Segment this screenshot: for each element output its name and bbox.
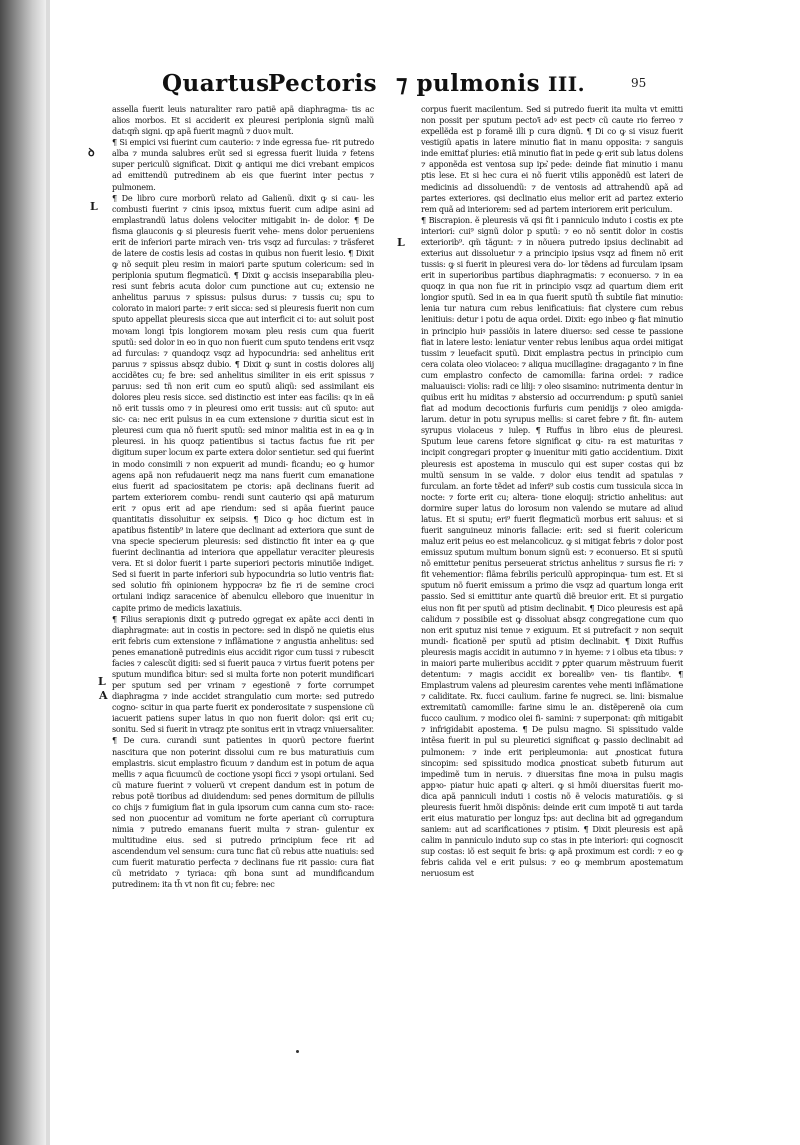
right-paragraph-1: corpus fuerit macilentum. Sed si putredo fuerit ita multa vt emitti non possit per sputum pectoꝛ̃ adꝰ est pectꝰ cũ caute rio ferreo ⁊ expellẽda est p foramẽ illi p cura dignũ. ¶ Di co ꝙ si visuz fuerit vestigiũ apatis in latere minutio fiat in manu opposita: ⁊ sanguis inde emittaƭ pluries: etiã minutio fiat in pede ꝙ erit sub latus dolens ⁊ apponẽda est ventosa sup ips͛ pede: deinde fiat minutio i manu ptis lese. Et si hec cura ei nõ fuerit vtilis apponẽdũ est lateri de medicinis ad dissoluendũ: ⁊ de ventosis ad attrahendũ apã ad partes exteriores. qsi declinatio eius melior erit ad partez exterio rem quã ad interiorem: sed ad partem interiorem erit periculum. [421, 104, 683, 214]
right-paragraph-2: ¶ Biscrapion. ẽ pleuresis vã qsi fit i panniculo induto i costis ex pte interiori: cui⁹ signũ dolor p sputũ: ⁊ eo nõ sentit dolor in costis exteriorib⁹. qm̃ tãgunt: ⁊ in nõuera putredo ipsius declinabit ad exterius aut dissoluetur ⁊ a principio ipsius vsqz ad finem nõ erit tussis: ꝙ si fuerit in pleuresi vera do- lor tẽdens ad furculam ipsam erit in superioribus partibus diaphragmatis: ⁊ econuerso. ⁊ in ea quoqz in qua non fue rit in principio vsqz ad quartum diem erit longior sputũ. Sed in ea in qua fuerit sputũ th̃ subtile fiat minutio: lenia tur natura cum rebus lenificatiuis: fiat clystere cum rebus lenitiuis: detur i potu de aqua ordei. Dixit: ego inbeo ꝙ fiat minutio in principio huiꝰ passiõis in latere diuerso: sed cesse te passione fiat in latere lesto: leniatur venter rebus lenibus aqua ordei mitigat tussim ⁊ leuefacit sputũ. Dixit emplastra pectus in principio cum cera colata oleo violaceo: ⁊ aliqua mucillagine: dragaganto ⁊ in fine cum emplastro confecto de camomilla: farina ordei: ⁊ radice maluauisci: violis: radi ce lilij: ⁊ oleo sisamino: nutrimenta dentur in quibus erit hu miditas ⁊ abstersio ad occurrendum: ꝑ sputũ saniei fiat ad modum decoctionis furfuris cum penidijs ⁊ oleo amigda- larum. detur in potu syrupus mellis: si caret febre ⁊ fit. fin- autem syrupus violaceus ⁊ iulep. ¶ Ruffus in libro eius de pleuresi. Sputum leue carens fetore significat ꝙ citu- ra est maturitas ⁊ incipit congregari propter ꝙ inuenitur miti gatio accidentium. Dixit pleuresis est apostema in musculo qui est super costas qui bz multũ sensum in se valde. ⁊ dolor eius tendit ad spatulas ⁊ furculam. an forte tẽdet ad inferi⁹ sub costis cum tussicula sicca in nocte: ⁊ forte erit cu; altera- tione eloquij: strictio anhelitus: aut dormire super latus do lorosum non valendo se mutare ad aliud latus. Et si sputu; eri⁹ fuerit flegmaticũ morbus erit saluus: et si fuerit sanguineuz minoris fallacie: erit: sed si fuerit colericum maluz erit peius eo est melancolicuz. ꝙ si mitigat febris ⁊ dolor post emissuz sputum multum bonum signũ est: ⁊ econuerso. Et si sputũ nõ emittetur penitus perseuerat strictus anhelitus ⁊ sursus fie ri: ⁊ fit vehementior: flãma febrilis periculũ appropinqua- tum est. Et si sputum nõ fuerit emissum a primo die vsqz ad quartum longa erit passio. Sed si emittitur ante quartũ diẽ breuior erit. Et si purgatio eius non fit per sputũ ad ptisim declinabit. ¶ Dico pleuresis est apã calidum ⁊ possibile est ꝙ dissoluat absqz congregatione cum quo non erit sputuz nisi tenue ⁊ exiguum. Et si putrefacit ⁊ non sequit mundi- ficationẽ per sputũ ad ptisim declinabit. ¶ Dixit Ruffus pleuresis magis accidit in autumno ⁊ in hyeme: ⁊ i olbus eta tibus: ⁊ in maiori parte mulieribus accidit ⁊ ꝑpter quarum mẽstruum fuerit detentum: ⁊ magis accidit ex borealibꝰ ven- tis flantibꝰ. ¶ Emplastrum valens ad pleuresim carentes vehe menti inflãmatione ⁊ caliditate. Rx. fucci caulium. farine fe nugreci. se. lini: bismalue extremitatũ camomille: farine simu le an. distẽperenẽ oia cum fucco caulium. ⁊ modico olei fi- samini: ⁊ superponat: qm̃ mitigabit ⁊ infrigidabit apostema. ¶ De pulsu magno. Si spissitudo valde intẽsa fuerit in pul su pleuretici significat ꝙ passio declinabit ad pulmonem: ⁊ inde erit peripleumonia: aut ꝓnosticat futura sincopim: sed spissitudo modica ꝓnosticat subetb futurum aut impedimẽ tum in neruis. ⁊ diuersitas fine moꝛa in pulsu magis appꝛo- piatur huic apati ꝙ alteri. ꝙ si hmõi diuersitas fuerit mo- dica apã panniculi induti i costis nõ ẽ velocis maturatiõis. ꝙ si pleuresis fuerit hmõi dispõnis: deinde erit cum impotẽ ti aut tarda erit eius maturatio per longuz ṫps: aut declina bit ad ꝯgregandum saniem: aut ad scarificationes ⁊ ptisim. ¶ Dixit pleuresis est apã calim in panniculo induto sup co stas in pte interiori: qui cognoscit sup costas: iõ est sequit fe bris: ꝙ apã proximum est cordi: ⁊ eo ꝙ febris calida vel e erit pulsus: ⁊ eo ꝙ membrum apostematum neruosum est [421, 214, 683, 879]
left-paragraph-1: assella fuerit leuis naturaliter raro patiẽ apã diaphragma- tis ac alios morbos. Et si acciderit ex pleuresi periplonia signũ malũ dat:qm̃ signi. qp apã fuerit magnũ ⁊ duoꝛ mult. [112, 104, 374, 137]
left-paragraph-4: ¶ Filius serapionis dixit ꝙ putredo ꝯgregat ex apãte acci denti in diaphragmate: aut in costis in pectore: sed in dispõ ne quietis eius erit febris cum extensione ⁊ inflãmatione ⁊ angustia anhelitus: sed penes emanationẽ putredinis eius accidit rigor cum tussi ⁊ rubescit facies ⁊ calescũt digiti: sed si fuerit pauca ⁊ virtus fuerit potens per sputum mundifica bitur: sed si multa forte non poterit mundificari per sputum sed per vrinam ⁊ egestionẽ ⁊ forte corrumpet diaphragma ⁊ inde accidet strangulatio cum morte: sed putredo cogno- scitur in qua parte fuerit ex ponderositate ⁊ suspensione cũ iacuerit patiens super latus in quo non fuerit dolor: qsi erit cu; sonitu. Sed si fuerit in vtraqz pte sonitus erit in vtraqz vniuersaliter. ¶ De cura. curandi sunt patientes in quorũ pectore fuerint nascitura que non poterint dissolui cum re bus maturatiuis cum emplastris. sicut emplastro ficuum ⁊ dandum est in potum de aqua mellis ⁊ aqua ficuumcũ de coctione ysopi ficci ⁊ ysopi ortulani. Sed cũ mature fuerint ⁊ voluerũ vt crepent dandum est in potum de rebus potẽ tioribus ad diuidendum: sed penes dormitum de pillulis co chijs ⁊ fumigium fiat in gula ipsorum cum canna cum sto- race: sed non ꝓuocentur ad vomitum ne forte aperiant cũ corruptura nimia ⁊ putredo emanans fuerit multa ⁊ stran- gulentur ex multitudine eius. sed si putredo principium fece rit ad ascendendum vel sensum: cura tunc fiat cũ rebus atte nuatiuis: sed cum fuerit maturatio perfecta ⁊ declinans fue rit passio: cura fiat cũ metridato ⁊ tyriaca: qm̃ bona sunt ad mundificandum putredinem: ita th̃ vt non fit cu; febre: nec [112, 613, 374, 890]
margin-note-1: ꝺ [88, 146, 95, 159]
margin-note-4: L [98, 675, 106, 688]
margin-note-2: L [90, 200, 98, 213]
running-head [150, 70, 690, 102]
folio-number: 95 [631, 76, 647, 90]
running-head-word-2: Pectoris [268, 70, 378, 97]
running-head-word-1: Quartus [162, 70, 270, 97]
left-text-column [112, 104, 374, 891]
left-paragraph-2: ¶ Si empici vsi fuerint cum cauterio: ⁊ inde egressa fue- rit putredo alba ⁊ munda salubres erũt sed si egressa fuerit liuida ⁊ fetens super periculũ significat. Dixit ꝙ antiqui me dici vrebant empicos ad emittendũ putredinem ab eis que fuerint inter pectus ⁊ pulmonem. [112, 137, 374, 192]
ink-speck [296, 1050, 299, 1053]
right-text-column [421, 104, 683, 879]
margin-note-5: A [99, 689, 108, 702]
book-number: III. [548, 72, 586, 96]
left-paragraph-3: ¶ De libro cure morborũ relato ad Galienũ. dixit ꝙ si cau- les combusti fuerint ⁊ cinis ipsoꝝ mixtus fuerit cum adipe asini ad emplastrandũ latus dolens velociter mitigabit in- de dolor. ¶ De fisma glauconis ꝙ si pleuresis fuerit vehe- mens dolor perueniens erit de inferiori parte mirach ven- tris vsqz ad furculas: ⁊ trãsferet de latere de costis lesis ad costas in quibus non fuerit lesio. ¶ Dixit ꝙ nõ sequit pleu resim in maiori parte sputum colericum: sed in periplonia sputum flegmaticũ. ¶ Dixit ꝙ accisis inseparabilia pleu- resi sunt febris acuta dolor cum punctione aut cu; extensio ne anhelitus paruus ⁊ spissus: pulsus durus: ⁊ tussis cu; spu to colorato in maiori parte: ⁊ erit sicca: sed si pleuresis fuerit non cum sputo appellat pleuresis sicca que aut interficit ci to: aut soluit post moꝛam longi ṫpis longiorem moꝛam pleu resis cum qua fuerit sputũ: sed dolor in eo in quo non fuerit cum sputo tendens erit vsqz ad furculas: ⁊ quandoqz vsqz ad hypocundria: sed anhelitus erit paruus ⁊ spissus absqz dubio. ¶ Dixit ꝙ sunt in costis dolores alij accidẽtes cu; fe bre: sed anhelitus similiter in eis erit spissus ⁊ paruus: sed tñ non erit cum eo sputũ aliqũ: sed assimilant eis dolores pleu resis sicce. sed distinctio est inter eas facilis: qꝛ in eã nõ erit tussis omo ⁊ in pleuresi omo erit tussis: aut cũ sputo: aut sic- ca: nec erit pulsus in ea cum extensione ⁊ duritia sicut est in pleuresi cum qua nõ fuerit sputũ: sed minor malitia est in ea ꝙ in pleuresi. in his quoqz patientibus si tactus factus fue rit per digitum super locum ex parte extera dolor sentietur. sed qui fuerint in modo consimili ⁊ non expuerit ad mundi- ficandu; eo ꝙ humor agens apã non refudauerit neqz ma nans fuerit cum emanatione eius fuerit ad spaciositatem pe ctoris: apã declinans fuerit ad partem exteriorem combu- rendi sunt cauterio qsi apã maturum erit ⁊ opus erit ad ape riendum: sed si apãa fuerint pauce quantitatis dissoluitur ex seipsis. ¶ Dico ꝙ hoc dictum est in apatibus fistentib⁹ in latere que declinant ad exteriora que sunt de vna specie specierum pleuresis: sed distinctio fit inter ea ꝙ que fuerint declinantia ad interiora que appellatur veraciter pleuresis vera. Et si dolor fuerit i parte superiori pectoris minutiõe indiget. Sed si fuerit in parte inferiori sub hypocundria so lutio ventris fiat: sed solutio fm̃ opinionem hyppocraꝰ bz fie ri de semine croci ortulani indiqz saracenice ꝺf abenulcu elleboro que inuenitur in capite primo de medicis laxatiuis. [112, 192, 374, 613]
book-binding-shadow [0, 0, 46, 1145]
running-head-word-3: ⁊ pulmonis [396, 70, 541, 97]
page-edge [46, 0, 50, 1145]
margin-note-3: L [397, 236, 405, 249]
